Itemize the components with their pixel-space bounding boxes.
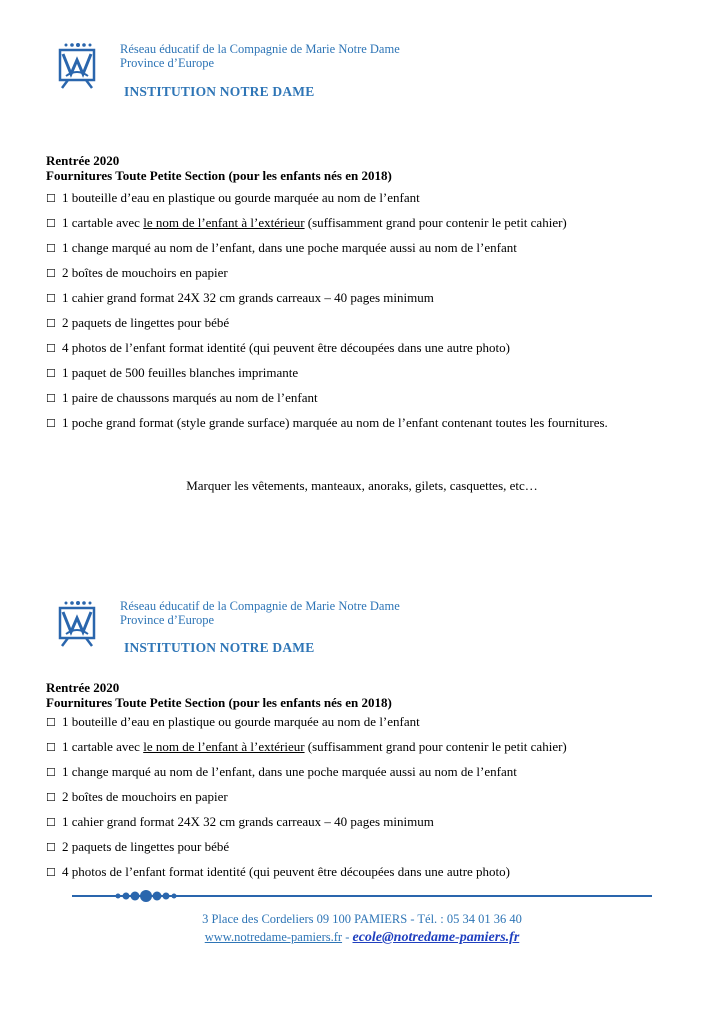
province-name: Province d’Europe (120, 55, 215, 70)
list-item: ☐ 2 boîtes de mouchoirs en papier (46, 789, 228, 804)
checkbox-icon[interactable]: ☐ (46, 792, 56, 804)
website-link[interactable]: www.notredame-pamiers.fr (204, 930, 343, 944)
list-item: ☐ 1 paquet de 500 feuilles blanches imprimante (46, 365, 299, 380)
checkbox-icon[interactable]: ☐ (46, 717, 56, 729)
header-network (120, 600, 400, 627)
footer-divider (72, 886, 652, 906)
checkbox-icon[interactable]: ☐ (46, 193, 56, 205)
list-item: ☐ 1 change marqué au nom de l’enfant, dans une poche marquée aussi au nom de l’enfant (46, 240, 517, 255)
checkbox-icon[interactable]: ☐ (46, 218, 56, 230)
email-link[interactable]: ecole@notredame-pamiers.fr (352, 930, 520, 945)
list-item: ☐ 1 change marqué au nom de l’enfant, dans une poche marquée aussi au nom de l’enfant (46, 764, 517, 779)
network-name: Réseau éducatif de la Compagnie de Marie Notre Dame (120, 42, 400, 56)
checkbox-icon[interactable]: ☐ (46, 368, 56, 380)
section-year: Rentrée 2020 (46, 153, 120, 168)
list-item: ☐ 1 cahier grand format 24X 32 cm grands carreaux – 40 pages minimum (46, 290, 434, 305)
header-network (120, 43, 400, 70)
footer-links (0, 930, 724, 946)
checkbox-icon[interactable]: ☐ (46, 318, 56, 330)
section-title: Fournitures Toute Petite Section (pour les enfants nés en 2018) (46, 695, 392, 710)
list-item: ☐ 4 photos de l’enfant format identité (qui peuvent être découpées dans une autre photo) (46, 340, 510, 355)
institution-name: INSTITUTION NOTRE DAME (124, 84, 315, 99)
checkbox-icon[interactable]: ☐ (46, 867, 56, 879)
checkbox-icon[interactable]: ☐ (46, 742, 56, 754)
section-year: Rentrée 2020 (46, 680, 120, 695)
list-item: ☐ 1 cartable avec le nom de l’enfant à l’extérieur (suffisamment grand pour contenir le petit cahier) (46, 739, 567, 754)
checkbox-icon[interactable]: ☐ (46, 268, 56, 280)
list-item: ☐ 1 paire de chaussons marqués au nom de l’enfant (46, 390, 318, 405)
checkbox-icon[interactable]: ☐ (46, 393, 56, 405)
checkbox-icon[interactable]: ☐ (46, 418, 56, 430)
checkbox-icon[interactable]: ☐ (46, 767, 56, 779)
checkbox-icon[interactable]: ☐ (46, 817, 56, 829)
list-item: ☐ 4 photos de l’enfant format identité (qui peuvent être découpées dans une autre photo) (46, 864, 510, 879)
institution-name: INSTITUTION NOTRE DAME (124, 640, 315, 655)
checkbox-icon[interactable]: ☐ (46, 343, 56, 355)
list-item: ☐ 1 cahier grand format 24X 32 cm grands carreaux – 40 pages minimum (46, 814, 434, 829)
footer-address: 3 Place des Cordeliers 09 100 PAMIERS - Tél. : 05 34 01 36 40 (202, 912, 522, 926)
clothing-note: Marquer les vêtements, manteaux, anoraks, gilets, casquettes, etc… (186, 478, 538, 493)
checkbox-icon[interactable]: ☐ (46, 243, 56, 255)
list-item: ☐ 2 paquets de lingettes pour bébé (46, 839, 230, 854)
supplies-section-1 (46, 153, 706, 183)
list-item: ☐ 1 cartable avec le nom de l’enfant à l’extérieur (suffisamment grand pour contenir le petit cahier) (46, 215, 567, 230)
list-item: ☐ 1 bouteille d’eau en plastique ou gourde marquée au nom de l’enfant (46, 714, 420, 729)
checkbox-icon[interactable]: ☐ (46, 293, 56, 305)
list-item: ☐ 2 paquets de lingettes pour bébé (46, 315, 230, 330)
network-name: Réseau éducatif de la Compagnie de Marie Notre Dame (120, 599, 400, 613)
link-separator: - (342, 930, 353, 944)
province-name: Province d’Europe (120, 612, 215, 627)
marie-notre-dame-logo-icon (54, 42, 112, 94)
section-title: Fournitures Toute Petite Section (pour les enfants nés en 2018) (46, 168, 392, 183)
marie-notre-dame-logo-icon (54, 600, 112, 652)
list-item: ☐ 2 boîtes de mouchoirs en papier (46, 265, 228, 280)
list-item: ☐ 1 bouteille d’eau en plastique ou gourde marquée au nom de l’enfant (46, 190, 420, 205)
list-item: ☐ 1 poche grand format (style grande surface) marquée au nom de l’enfant contenant toutes les fournitures. (46, 415, 608, 430)
supplies-section-2 (46, 680, 706, 710)
checkbox-icon[interactable]: ☐ (46, 842, 56, 854)
